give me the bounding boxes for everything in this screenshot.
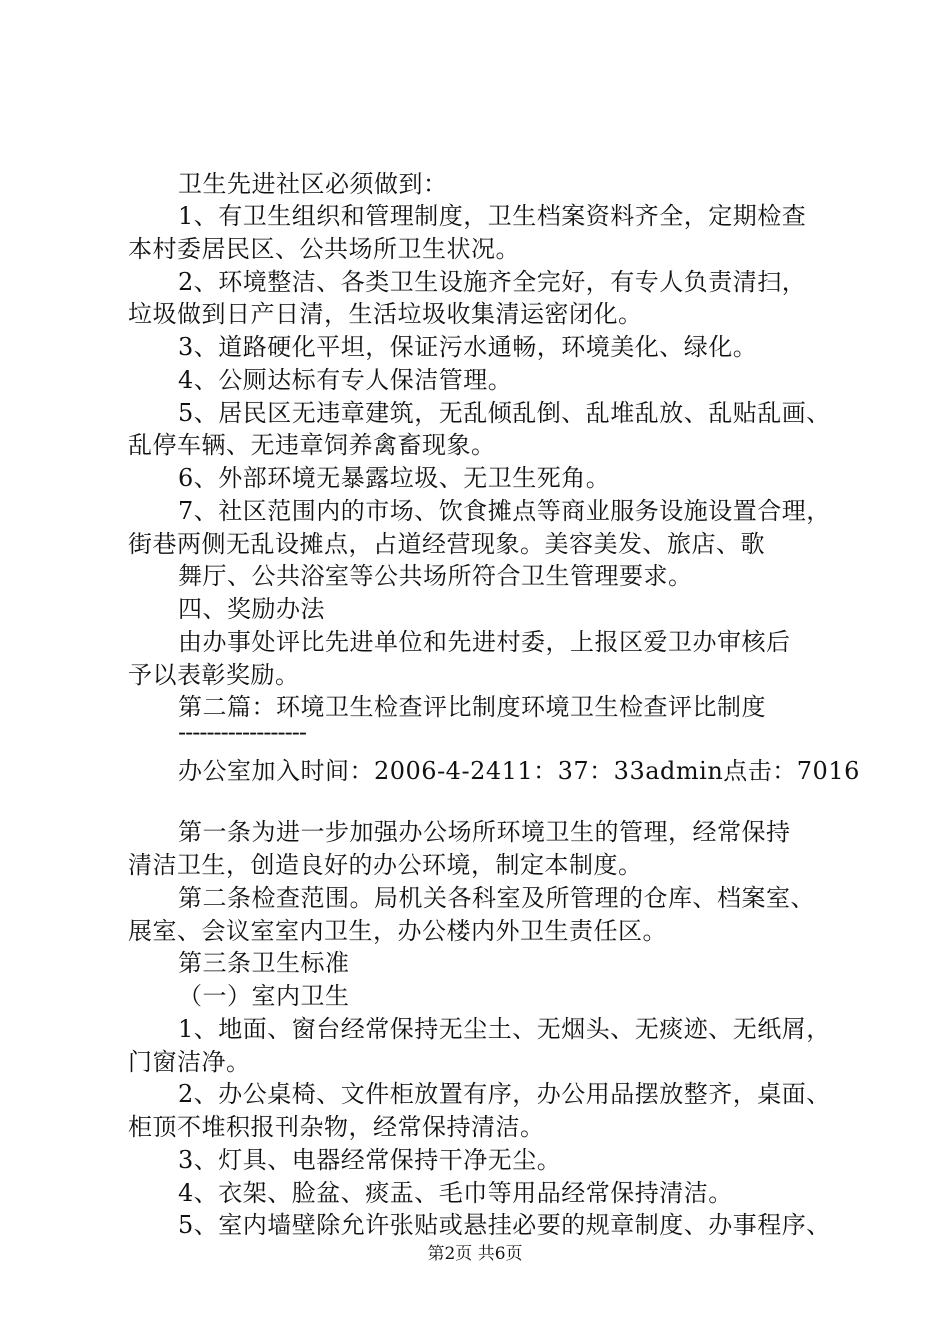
text-line: 5、室内墙壁除允许张贴或悬挂必要的规章制度、办事程序、 xyxy=(178,1211,831,1239)
text-line: 1、有卫生组织和管理制度，卫生档案资料齐全，定期检查 xyxy=(178,202,807,230)
text-line: 7、社区范围内的市场、饮食摊点等商业服务设施设置合理， xyxy=(178,497,831,525)
text-line: 5、居民区无违章建筑，无乱倾乱倒、乱堆乱放、乱贴乱画、 xyxy=(178,399,831,427)
text-line: 乱停车辆、无违章饲养禽畜现象。 xyxy=(128,431,496,459)
section-heading: 四、奖励办法 xyxy=(178,595,325,623)
text-line: 舞厅、公共浴室等公共场所符合卫生管理要求。 xyxy=(178,562,693,590)
text-line: 2、环境整洁、各类卫生设施齐全完好，有专人负责清扫， xyxy=(178,268,807,296)
section-heading: 第三条卫生标准 xyxy=(178,949,350,977)
page-number-footer: 第2页 共6页 xyxy=(427,1244,523,1264)
text-line: 门窗洁净。 xyxy=(128,1048,251,1076)
text-line: 柜顶不堆积报刊杂物，经常保持清洁。 xyxy=(128,1113,545,1141)
text-line: 4、衣架、脸盆、痰盂、毛巾等用品经常保持清洁。 xyxy=(178,1179,733,1207)
text-line: 清洁卫生，创造良好的办公环境，制定本制度。 xyxy=(128,851,643,879)
text-line: 3、灯具、电器经常保持干净无尘。 xyxy=(178,1146,562,1174)
text-line: 第一条为进一步加强办公场所环境卫生的管理，经常保持 xyxy=(178,818,791,846)
text-line: 2、办公桌椅、文件柜放置有序，办公用品摆放整齐，桌面、 xyxy=(178,1080,831,1108)
text-line: 1、地面、窗台经常保持无尘土、无烟头、无痰迹、无纸屑， xyxy=(178,1015,831,1043)
dash-separator: ------------------ xyxy=(178,718,306,746)
text-line: 3、道路硬化平坦，保证污水通畅，环境美化、绿化。 xyxy=(178,333,758,361)
subsection-heading: （一）室内卫生 xyxy=(178,982,350,1010)
text-line: 街巷两侧无乱设摊点，占道经营现象。美容美发、旅店、歌 xyxy=(128,530,765,558)
text-line: 予以表彰奖励。 xyxy=(128,661,300,689)
meta-line: 办公室加入时间：2006-4-2411：37：33admin点击：7016 xyxy=(178,757,860,785)
text-line: 卫生先进社区必须做到： xyxy=(178,170,448,198)
text-line: 展室、会议室室内卫生，办公楼内外卫生责任区。 xyxy=(128,917,667,945)
text-line: 本村委居民区、公共场所卫生状况。 xyxy=(128,235,520,263)
text-line: 6、外部环境无暴露垃圾、无卫生死角。 xyxy=(178,464,611,492)
chapter-title: 第二篇：环境卫生检查评比制度环境卫生检查评比制度 xyxy=(178,693,766,721)
text-line: 垃圾做到日产日清，生活垃圾收集清运密闭化。 xyxy=(128,300,643,328)
text-line: 4、公厕达标有专人保洁管理。 xyxy=(178,366,513,394)
text-line: 第二条检查范围。局机关各科室及所管理的仓库、档案室、 xyxy=(178,884,815,912)
text-line: 由办事处评比先进单位和先进村委，上报区爱卫办审核后 xyxy=(178,628,791,656)
